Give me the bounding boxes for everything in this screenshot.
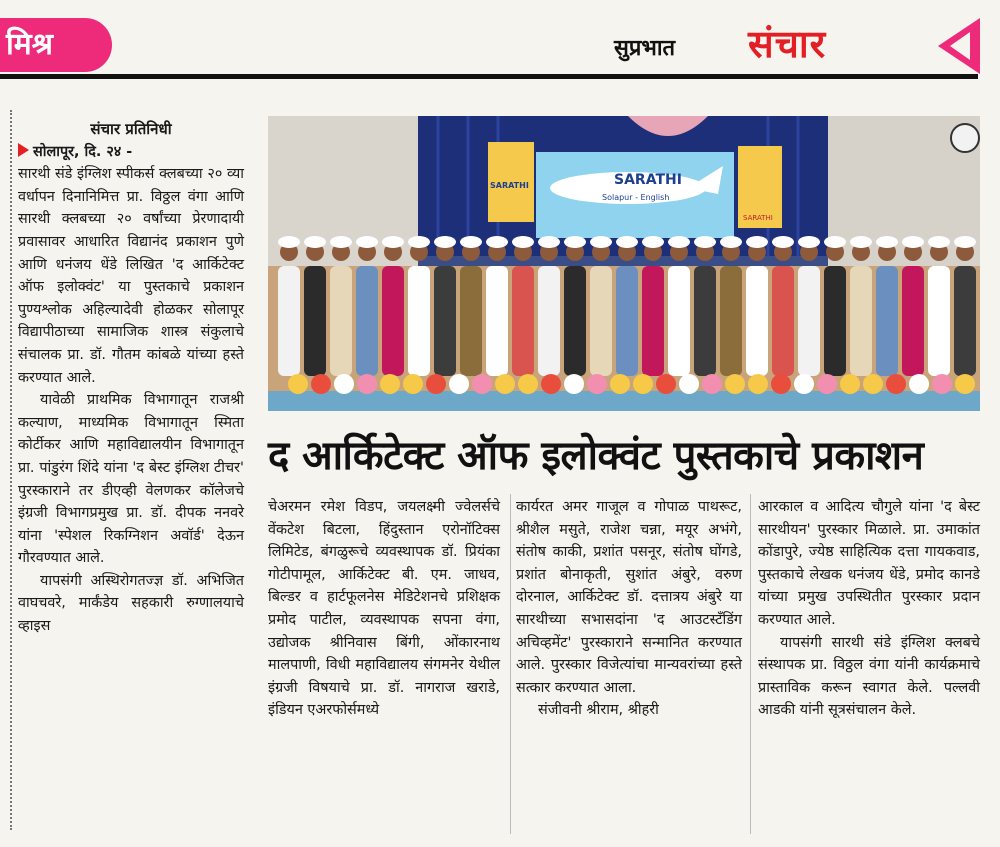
paragraph: यावेळी प्राथमिक विभागातून राजश्री कल्याण, माध्यमिक विभागातून स्मिता कोर्टीकर आणि महाविद्यालयीन विभागातून प्रा. पांडुरंग शिंदे यांना 'द बेस्ट इंग्लिश टीचर' पुरस्काराने तर डीएव्ही वेलणकर कॉलेजचे इंग्रजी विभागप्रमुख प्रा. डॉ. दीपक ननवरे यांना 'स्पेशल रिकग्निशन अवॉर्ड' देऊन गौरवण्यात आले. — [18, 392, 244, 567]
photo-balloon — [564, 374, 584, 394]
photo-balloon — [840, 374, 860, 394]
paragraph: कार्यरत अमर गाजूल व गोपाळ पाथरूट, श्रीशैल मसुते, राजेश चन्ना, मयूर अभंगे, संतोष काकी, प्रशांत पसनूर, संतोष घोंगडे, प्रशांत बोनाकृती, सुशांत अंबुरे, वरुण दोरनाल, आर्किटेक्ट डॉ. दत्तात्रय अंबुरे या सारथीच्या सभासदांना 'द आउटस्टँडिंग अचिव्हमेंट' पुरस्काराने सन्मानित करण्यात आले. पुरस्कार विजेत्यांचा मान्यवरांच्या हस्ते सत्कार करण्यात आला. — [516, 499, 742, 696]
article-headline: द आर्किटेक्ट ऑफ इलोक्वंट पुस्तकाचे प्रकाशन — [268, 433, 924, 479]
standee-left-title: SARATHI — [490, 181, 529, 190]
photo-balloon — [449, 374, 469, 394]
article-column-1 — [18, 118, 244, 638]
dateline-row — [18, 141, 244, 164]
corner-arrow-inner — [950, 32, 970, 60]
photo-balloon — [748, 374, 768, 394]
photo-balloon — [955, 374, 975, 394]
dateline: सोलापूर, दि. २४ - — [33, 143, 133, 160]
paragraph: सारथी संडे इंग्लिश स्पीकर्स क्लबच्या २० व्या वर्धापन दिनानिमित्त प्रा. विठ्ठल वंगा आणि सारथी क्लबच्या २० वर्षांच्या प्रेरणादायी प्रवासावर आधारित विद्यानंद प्रकाशन पुणे आणि धनंजय धेंडे लिखित 'द आर्किटेक्ट ऑफ इलोक्वंट' या पुस्तकाचे प्रकाशन पुण्यश्लोक अहिल्यादेवी होळकर सोलापूर विद्यापीठाच्या सामाजिक शास्त्र संकुलाचे संचालक प्रा. डॉ. गौतम कांबळे यांच्या हस्ते करण्यात आले. — [18, 166, 244, 386]
page-header — [0, 0, 1000, 82]
photo-balloon — [656, 374, 676, 394]
standee-right-title: SARATHI — [743, 214, 773, 222]
column-divider — [750, 494, 751, 834]
photo-balloon — [771, 374, 791, 394]
banner-subtitle: Solapur - English — [602, 193, 670, 202]
newspaper-logo: संचार — [748, 22, 827, 66]
article-column-2 — [268, 496, 500, 722]
paragraph: संजीवनी श्रीराम, श्रीहरी — [538, 702, 659, 719]
photo-balloon — [380, 374, 400, 394]
photo-balloon — [817, 374, 837, 394]
photo-balloon — [518, 374, 538, 394]
header-rule — [0, 74, 978, 79]
photo-balloon — [472, 374, 492, 394]
paragraph: चेअरमन रमेश विडप, जयलक्ष्मी ज्वेलर्सचे वेंकटेश बिटला, हिंदुस्तान एरोनॉटिक्स लिमिटेड, बंगळुरूचे व्यवस्थापक डॉ. प्रियंका गोटीपामूल, आर्किटेक्ट बी. एम. जाधव, बिल्डर व हार्टफूलनेस मेडिटेशनचे प्रशिक्षक प्रमोद पाटील, व्यवस्थापक सपना वंगा, उद्योजक श्रीनिवास बिंगी, ओंकारनाथ मालपाणी, विधी महाविद्यालय संगमनेर येथील इंग्रजी विषयाचे प्रा. डॉ. नागराज खराडे, इंडियन एअरफोर्समध्ये — [268, 499, 500, 719]
photo-balloon — [702, 374, 722, 394]
photo-balloon — [863, 374, 883, 394]
photo-balloon — [311, 374, 331, 394]
newspaper-subtitle: सुप्रभात — [614, 36, 676, 61]
banner-title: SARATHI — [614, 172, 682, 188]
dateline-arrow-icon — [18, 143, 29, 157]
article-column-4 — [758, 496, 980, 722]
photo-balloon — [679, 374, 699, 394]
column-divider — [510, 494, 511, 834]
photo-balloon — [633, 374, 653, 394]
event-photo — [268, 116, 980, 411]
photo-balloon — [610, 374, 630, 394]
article-column-3 — [516, 496, 742, 722]
photo-balloon — [541, 374, 561, 394]
photo-balloon — [334, 374, 354, 394]
photo-balloon — [794, 374, 814, 394]
photo-balloon — [403, 374, 423, 394]
paragraph: यापसंगी अस्थिरोगतज्ज्ञ डॉ. अभिजित वाघचवरे, मार्कंडेय सहकारी रुग्णालयाचे व्हाइस — [18, 572, 244, 635]
photo-balloon — [495, 374, 515, 394]
photo-balloon — [886, 374, 906, 394]
photo-balloon — [587, 374, 607, 394]
photo-balloon — [725, 374, 745, 394]
section-tab: मिश्र — [0, 18, 112, 72]
photo-balloon — [909, 374, 929, 394]
photo-balloon — [357, 374, 377, 394]
paragraph: आरकाल व आदित्य चौगुले यांना 'द बेस्ट सारथीयन' पुरस्कार मिळाले. प्रा. उमाकांत कोंडापुरे, ज्येष्ठ साहित्यिक दत्ता गायकवाड, पुस्तकाचे लेखक धनंजय धेंडे, प्रमोद कानडे यांच्या प्रमुख उपस्थितीत पुरस्कार प्रदान करण्यात आले. — [758, 499, 980, 628]
photo-balloon — [288, 374, 308, 394]
photo-balloon — [426, 374, 446, 394]
paragraph: यापसंगी सारथी संडे इंग्लिश क्लबचे संस्थापक प्रा. विठ्ठल वंगा यांनी कार्यक्रमाचे प्रास्ताविक करून स्वागत केले. पल्लवी आडकी यांनी सूत्रसंचालन केले. — [758, 634, 980, 719]
margin-divider — [10, 110, 12, 830]
photo-balloon — [932, 374, 952, 394]
byline: संचार प्रतिनिधी — [90, 120, 172, 138]
